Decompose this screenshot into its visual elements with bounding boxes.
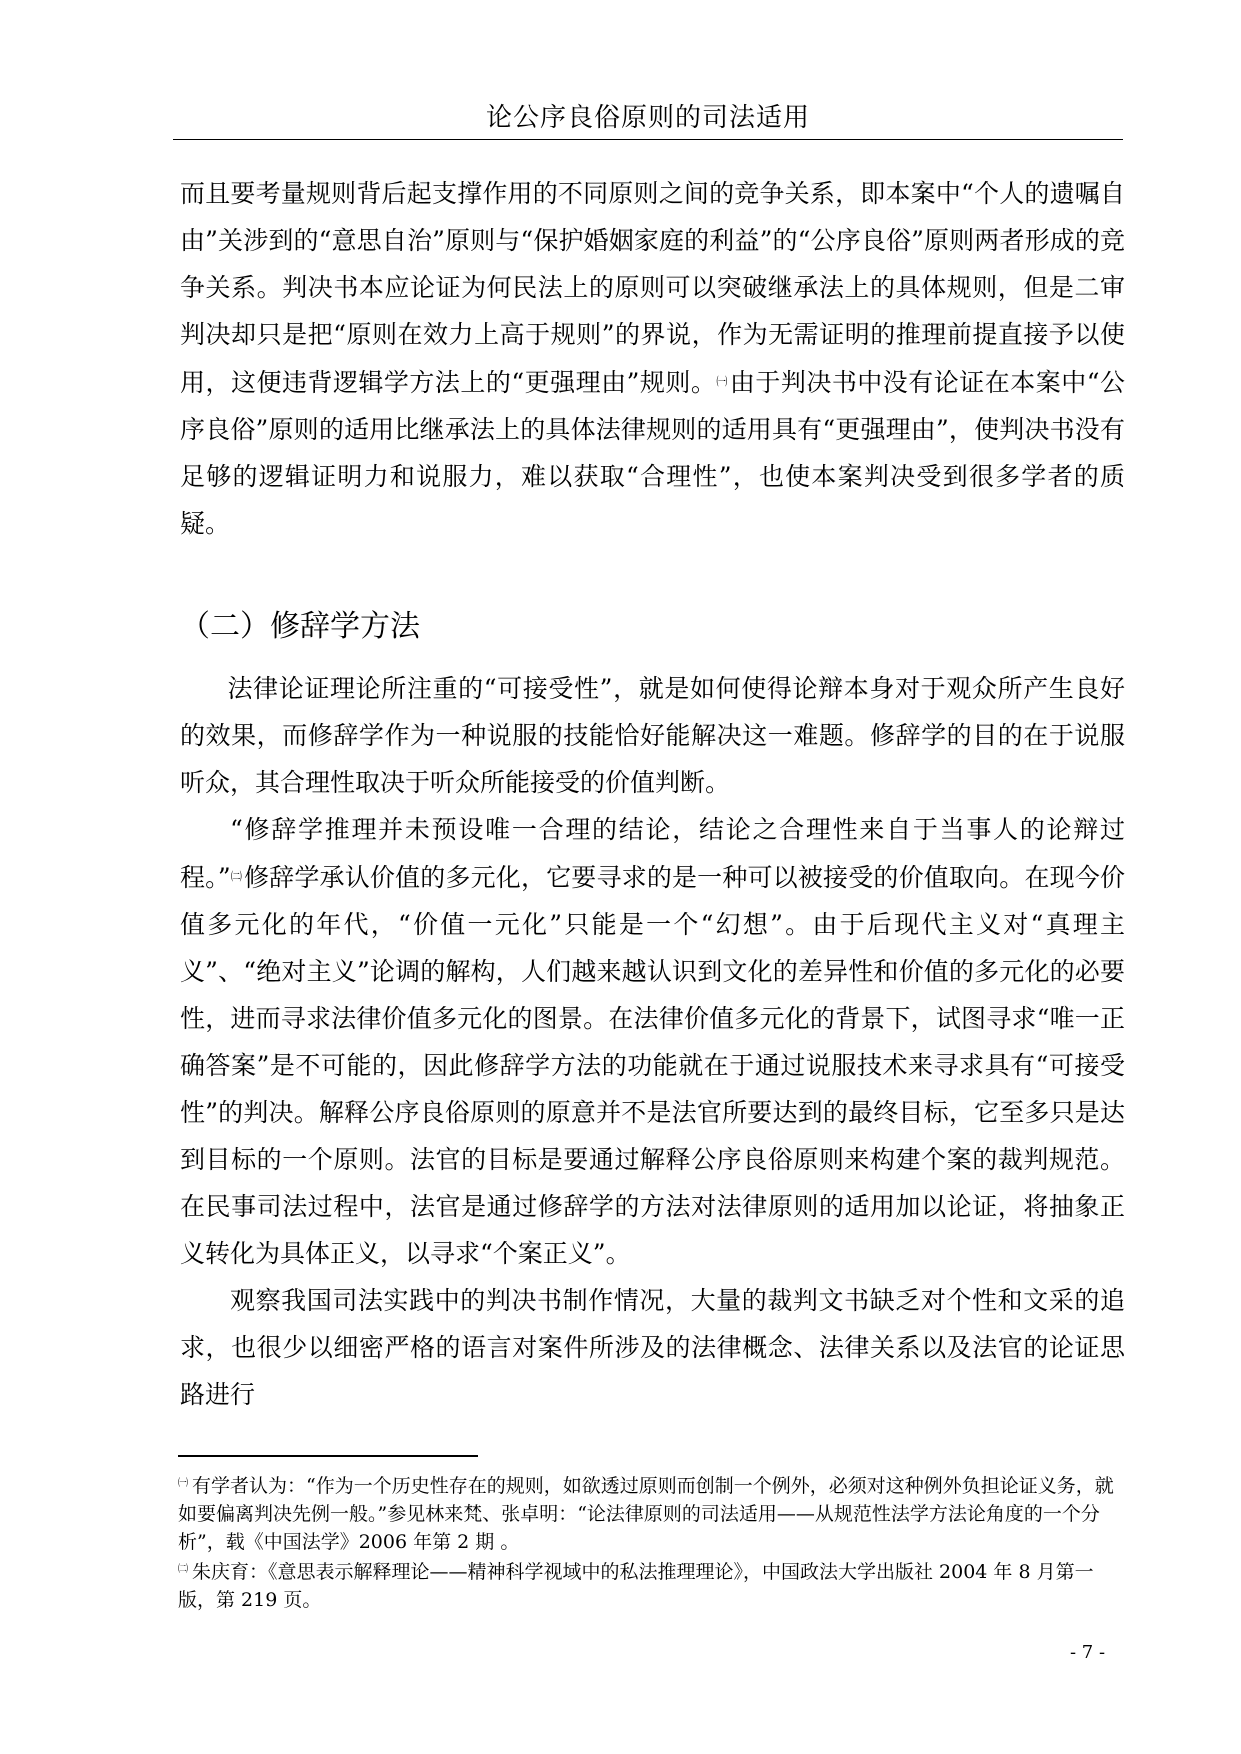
paragraph: 观察我国司法实践中的判决书制作情况，大量的裁判文书缺乏对个性和文采的追求，也很少以细密严格的语言对案件所涉及的法律概念、法律关系以及法官的论证思路进行 [180,1286,1125,1409]
footnote-2-text: 朱庆育：《意思表示解释理论——精神科学视域中的私法推理理论》，中国政法大学出版社 2004 年 8 月第一版，第 219 页。 [178,1561,1094,1611]
footnote-1 [178,1470,1128,1556]
header-divider [173,139,1123,140]
footnotes [178,1470,1128,1614]
paragraph [180,806,1125,1277]
section-1-body [180,170,1125,547]
paragraph-text: 修辞学承认价值的多元化，它要寻求的是一种可以被接受的价值取向。在现今价值多元化的年代，“价值一元化”只能是一个“幻想”。由于后现代主义对“真理主义”、“绝对主义”论调的解构，人们越来越认识到文化的差异性和价值的多元化的必要性，进而寻求法律价值多元化的图景。在法律价值多元化的背景下，试图寻求“唯一正确答案”是不可能的，因此修辞学方法的功能就在于通过说服技术来寻求具有“可接受性”的判决。解释公序良俗原则的原意并不是法官所要达到的最终目标，它至多只是达到目标的一个原则。法官的目标是要通过解释公序良俗原则来构建个案的裁判规范。在民事司法过程中，法官是通过修辞学的方法对法律原则的适用加以论证，将抽象正义转化为具体正义，以寻求“个案正义”。 [180,863,1126,1268]
footnote-1-marker: ㈠ [178,1478,188,1489]
footnote-marker-2[interactable]: ㈡ [230,870,242,883]
section-2-body [180,665,1125,1418]
paragraph [180,170,1125,547]
paragraph-text: 而且要考量规则背后起支撑作用的不同原则之间的竞争关系，即本案中“个人的遗嘱自由”关涉到的“意思自治”原则与“保护婚姻家庭的利益”的“公序良俗”原则两者形成的竞争关系。判决书本应论证为何民法上的原则可以突破继承法上的具体规则，但是二审判决却只是把“原则在效力上高于规则”的界说，作为无需证明的推理前提直接予以使用，这便违背逻辑学方法上的“更强理由”规则。 [180,179,1125,397]
footnote-2 [178,1556,1128,1614]
paragraph-text-cont: 由于判决书中没有论证在本案中“公序良俗”原则的适用比继承法上的具体法律规则的适用具有“更强理由”，使判决书没有足够的逻辑证明力和说服力，难以获取“合理性”，也使本案判决受到很多学者的质疑。 [180,368,1125,538]
page-number: - 7 - [1070,1642,1106,1663]
paragraph: 法律论证理论所注重的“可接受性”，就是如何使得论辩本身对于观众所产生良好的效果，而修辞学作为一种说服的技能恰好能解决这一难题。修辞学的目的在于说服听众，其合理性取决于听众所能接受的价值判断。 [180,674,1125,797]
running-header: 论公序良俗原则的司法适用 [485,103,810,133]
footnote-marker-1[interactable]: ㈠ [716,375,728,388]
footnote-2-marker: ㈡ [178,1564,188,1575]
footnote-divider [178,1455,478,1457]
quote-text: “修辞学推理并未预设唯一合理的结论，结论之合理性来自于当事人的论辩过程。” [180,815,1125,892]
footnote-1-text: 有学者认为：“作为一个历史性存在的规则，如欲透过原则而创制一个例外，必须对这种例外负担论证义务，就如要偏离判决先例一般。”参见林来梵、张卓明：“论法律原则的司法适用——从规范性法学方法论角度的一个分析”，载《中国法学》2006 年第 2 期 。 [178,1475,1114,1553]
section-heading: （二）修辞学方法 [180,609,420,644]
